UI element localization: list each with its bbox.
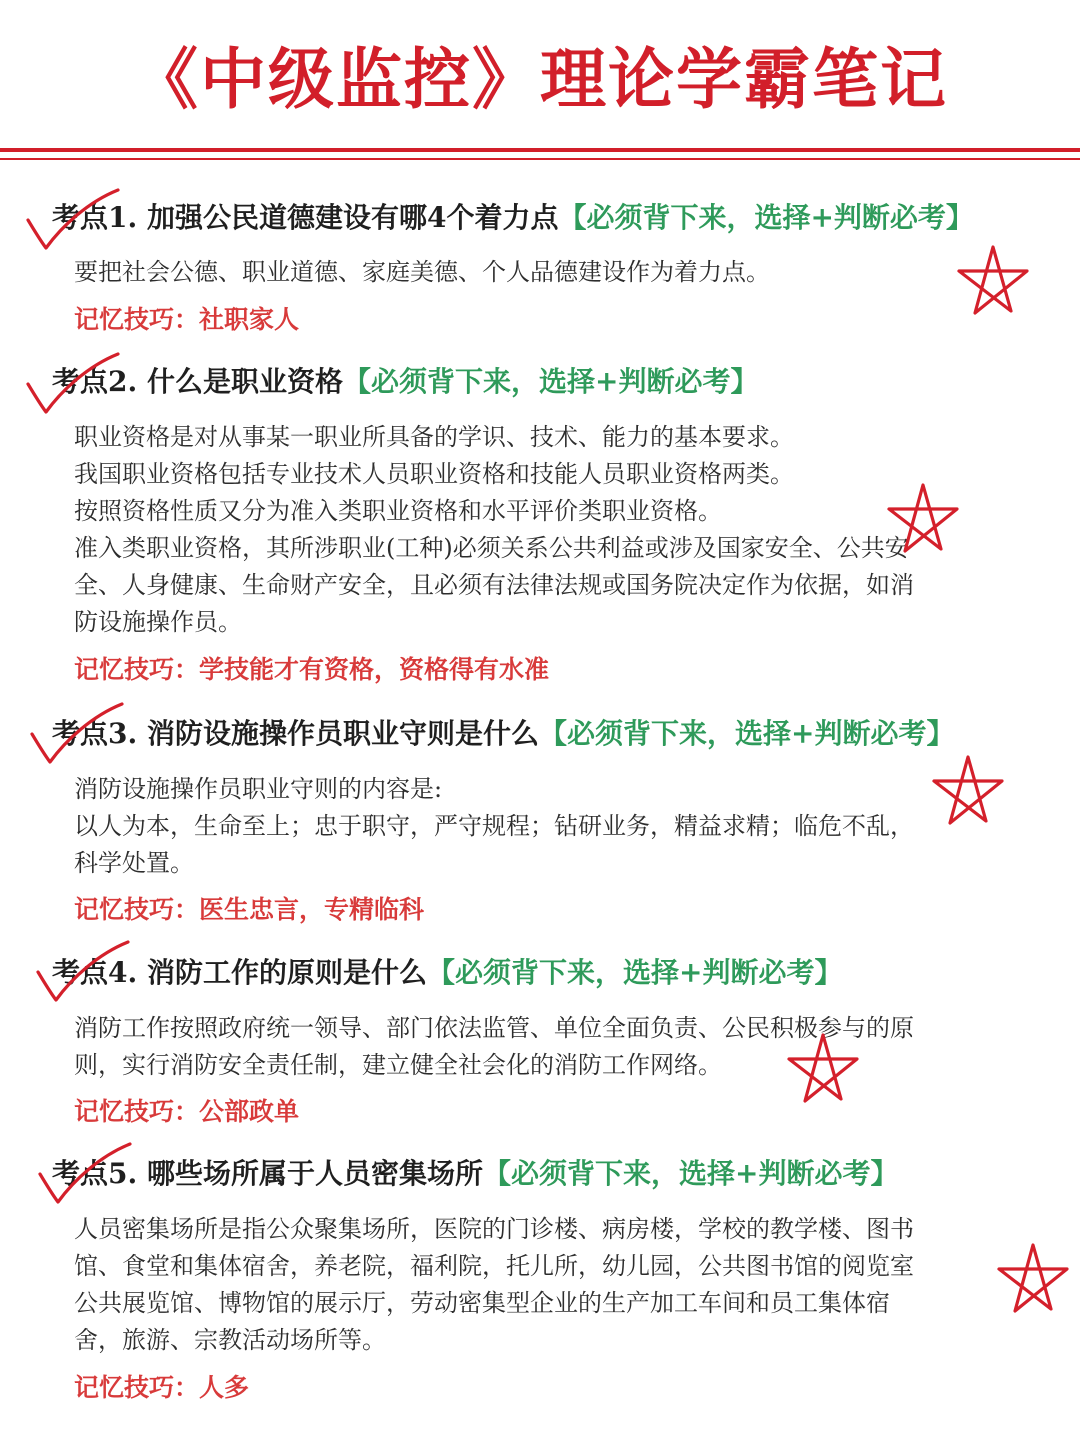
section-4-heading-text: 考点4. 消防工作的原则是什么 bbox=[52, 956, 427, 989]
checkmark-icon bbox=[32, 938, 132, 1008]
section-3 bbox=[0, 714, 1080, 939]
star-icon bbox=[928, 753, 1008, 829]
star-icon bbox=[783, 1031, 863, 1107]
section-3-body bbox=[74, 771, 1014, 882]
section-2-body bbox=[74, 419, 1014, 641]
body-line: 职业资格是对从事某一职业所具备的学识、技术、能力的基本要求。 bbox=[74, 423, 794, 451]
checkmark-icon bbox=[26, 700, 126, 770]
body-line: 准入类职业资格，其所涉职业(工种)必须关系公共利益或涉及国家安全、公共安 bbox=[74, 534, 909, 562]
body-line: 馆、食堂和集体宿舍，养老院，福利院，托儿所，幼儿园，公共图书馆的阅览室 bbox=[74, 1252, 914, 1280]
body-line: 全、人身健康、生命财产安全，且必须有法律法规或国务院决定作为依据，如消 bbox=[74, 571, 914, 599]
section-4-memory-tip: 记忆技巧：公部政单 bbox=[74, 1097, 300, 1126]
title-divider-thin bbox=[0, 158, 1080, 160]
section-2-tag: 【必须背下来，选择+判断必考】 bbox=[342, 365, 759, 398]
star-icon bbox=[883, 481, 963, 557]
section-3-tag: 【必须背下来，选择+判断必考】 bbox=[538, 717, 955, 750]
body-line: 消防工作按照政府统一领导、部门依法监管、单位全面负责、公民积极参与的原 bbox=[74, 1014, 914, 1042]
section-5-heading bbox=[52, 1154, 1062, 1194]
body-line: 消防设施操作员职业守则的内容是: bbox=[74, 775, 443, 803]
checkmark-icon bbox=[22, 350, 122, 420]
star-icon bbox=[993, 1241, 1073, 1317]
section-4 bbox=[0, 953, 1080, 1133]
body-line: 我国职业资格包括专业技术人员职业资格和技能人员职业资格两类。 bbox=[74, 460, 794, 488]
section-4-body bbox=[74, 1010, 1014, 1084]
section-5 bbox=[0, 1154, 1080, 1414]
section-3-heading-text: 考点3. 消防设施操作员职业守则是什么 bbox=[52, 717, 539, 750]
body-line: 以人为本，生命至上；忠于职守，严守规程；钻研业务，精益求精；临危不乱， bbox=[74, 812, 914, 840]
section-1-heading bbox=[52, 198, 1062, 238]
section-2-memory-tip: 记忆技巧：学技能才有资格，资格得有水准 bbox=[74, 655, 550, 684]
section-1-heading-text: 考点1. 加强公民道德建设有哪4个着力点 bbox=[52, 201, 559, 234]
section-5-heading-text: 考点5. 哪些场所属于人员密集场所 bbox=[52, 1157, 483, 1190]
body-line: 公共展览馆、博物馆的展示厅，劳动密集型企业的生产加工车间和员工集体宿 bbox=[74, 1289, 890, 1317]
section-2-heading bbox=[52, 362, 1062, 402]
body-line: 要把社会公德、职业道德、家庭美德、个人品德建设作为着力点。 bbox=[74, 258, 770, 286]
body-line: 科学处置。 bbox=[74, 849, 194, 877]
title-divider-thick bbox=[0, 148, 1080, 152]
section-1 bbox=[0, 198, 1080, 343]
body-line: 舍，旅游、宗教活动场所等。 bbox=[74, 1326, 386, 1354]
section-4-heading bbox=[52, 953, 1062, 993]
section-5-tag: 【必须背下来，选择+判断必考】 bbox=[482, 1157, 899, 1190]
body-line: 防设施操作员。 bbox=[74, 608, 242, 636]
star-icon bbox=[953, 243, 1033, 319]
body-line: 则，实行消防安全责任制，建立健全社会化的消防工作网络。 bbox=[74, 1051, 722, 1079]
section-5-memory-tip: 记忆技巧：人多 bbox=[74, 1373, 250, 1402]
body-line: 人员密集场所是指公众聚集场所，医院的门诊楼、病房楼，学校的教学楼、图书 bbox=[74, 1215, 914, 1243]
page-title: 《中级监控》理论学霸笔记 bbox=[132, 40, 948, 118]
section-1-memory-tip: 记忆技巧：社职家人 bbox=[74, 305, 300, 334]
section-4-tag: 【必须背下来，选择+判断必考】 bbox=[426, 956, 843, 989]
section-3-heading bbox=[52, 714, 1062, 754]
section-3-memory-tip: 记忆技巧：医生忠言，专精临科 bbox=[74, 895, 425, 924]
section-5-body bbox=[74, 1211, 1014, 1359]
section-1-tag: 【必须背下来，选择+判断必考】 bbox=[558, 201, 974, 234]
checkmark-icon bbox=[22, 186, 122, 256]
section-2-heading-text: 考点2. 什么是职业资格 bbox=[52, 365, 343, 398]
section-1-body bbox=[74, 254, 1014, 291]
body-line: 按照资格性质又分为准入类职业资格和水平评价类职业资格。 bbox=[74, 497, 722, 525]
checkmark-icon bbox=[34, 1140, 134, 1210]
